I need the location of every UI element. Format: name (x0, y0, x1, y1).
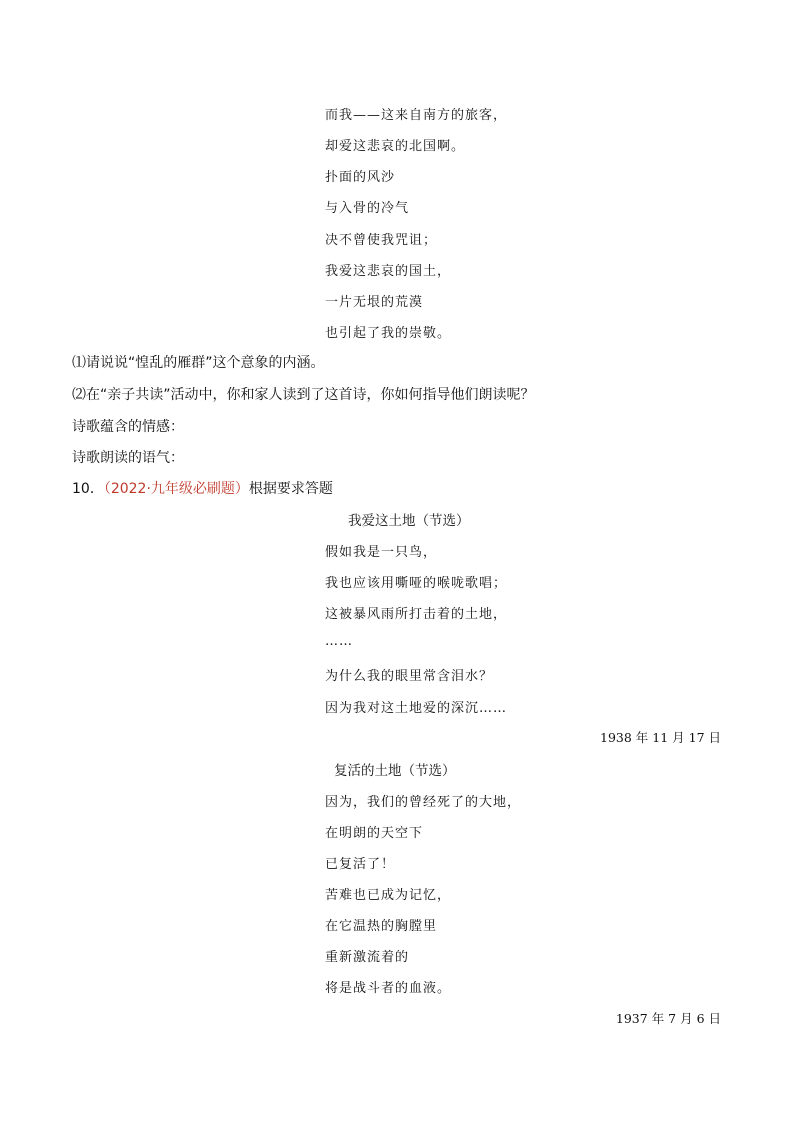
poem1-line: 也引起了我的崇敬。 (325, 326, 452, 341)
poem2-line: …… (325, 634, 353, 649)
poem3-title: 复活的土地（节选） (334, 763, 456, 779)
item-prompt: 根据要求答题 (248, 481, 333, 497)
item-source: （2022·九年级必刷题） (103, 481, 249, 497)
poem2-date: 1938 年 11 月 17 日 (600, 730, 721, 745)
poem3-line: 在它温热的胸膛里 (325, 919, 438, 934)
poem2-line: 为什么我的眼里常含泪水？ (325, 669, 494, 684)
poem2-line: 这被暴风雨所打击着的土地， (325, 607, 508, 622)
poem2-line: 因为我对这土地爱的深沉…… (325, 701, 508, 716)
question-2: ⑵在“亲子共读”活动中，你和家人读到了这首诗，你如何指导他们朗读呢？ (72, 387, 535, 403)
question-1: ⑴请说说“惶乱的雁群”这个意象的内涵。 (72, 355, 325, 371)
poem1-line: 却爱这悲哀的北国啊。 (325, 139, 466, 154)
poem3-line: 苦难也已成为记忆， (325, 888, 452, 903)
poem3-line: 已复活了！ (325, 857, 396, 872)
poem3-date: 1937 年 7 月 6 日 (615, 1011, 721, 1026)
poem1-line: 而我——这来自南方的旅客， (325, 108, 508, 123)
poem3-line: 重新激流着的 (325, 950, 410, 965)
item10-header (72, 478, 333, 498)
poem3-line: 因为，我们的曾经死了的大地， (325, 795, 522, 810)
poem1-line: 决不曾使我咒诅； (325, 233, 438, 248)
poem2-line: 我也应该用嘶哑的喉咙歌唱； (325, 576, 508, 591)
item-number: 10． (72, 481, 104, 497)
tone-answer-label: 诗歌朗读的语气： (72, 450, 184, 466)
poem1-line: 扑面的风沙 (325, 170, 396, 185)
poem1-line: 我爱这悲哀的国土， (325, 264, 452, 279)
poem2-line: 假如我是一只鸟， (325, 545, 438, 560)
poem2-title: 我爱这土地（节选） (348, 513, 470, 529)
poem3-line: 将是战斗者的血液。 (325, 981, 452, 996)
poem1-line: 一片无垠的荒漠 (325, 295, 424, 310)
poem1-line: 与入骨的冷气 (325, 201, 410, 216)
emotion-answer-label: 诗歌蕴含的情感： (72, 419, 184, 435)
poem3-line: 在明朗的天空下 (325, 826, 424, 841)
